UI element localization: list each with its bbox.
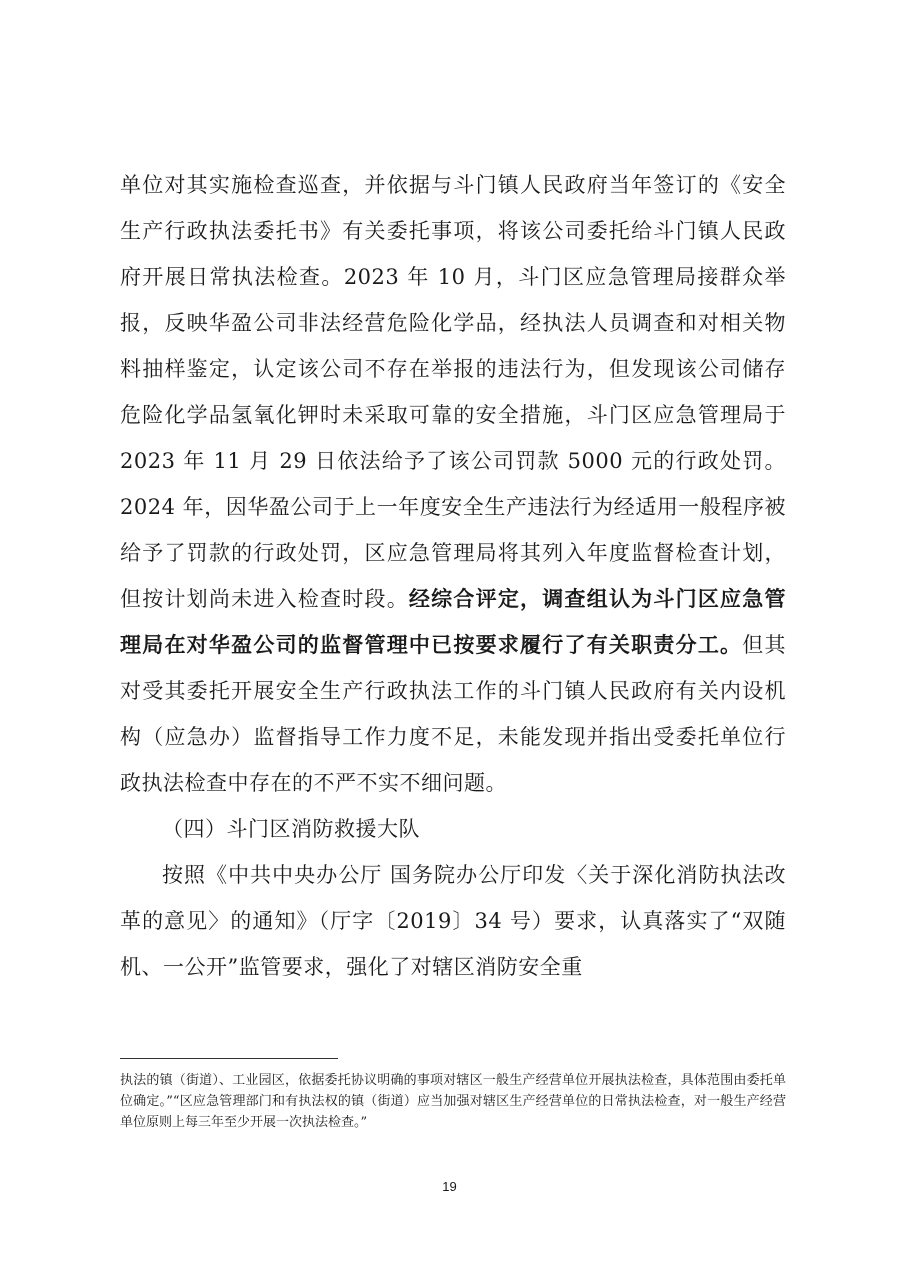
footnote: 执法的镇（街道）、工业园区，依据委托协议明确的事项对辖区一般生产经营单位开展执法检查，具体范围由委托单位确定。”“区应急管理部门和有执法权的镇（街道）应当加强对辖区生产经营单位的日常执法检查，对一般生产经营单位原则上每三年至少开展一次执法检查。” [120, 1073, 786, 1130]
body-text [120, 162, 786, 990]
paragraph-text-continued: 但其对受其委托开展安全生产行政执法工作的斗门镇人民政府有关内设机构（应急办）监督指导工作力度不足，未能发现并指出受委托单位行政执法检查中存在的不严不实不细问题。 [120, 633, 787, 795]
paragraph-fire-rescue: 按照《中共中央办公厅 国务院办公厅印发〈关于深化消防执法改革的意见〉的通知》（厅字〔2019〕34 号）要求，认真落实了“双随机、一公开”监管要求，强化了对辖区消防安全重 [120, 863, 786, 979]
paragraph-huaying-supervision [120, 162, 786, 806]
paragraph-text: 单位对其实施检查巡查，并依据与斗门镇人民政府当年签订的《安全生产行政执法委托书》有关委托事项，将该公司委托给斗门镇人民政府开展日常执法检查。2023 年 10 月，斗门区应急管理局接群众举报，反映华盈公司非法经营危险化学品，经执法人员调查和对相关物料抽样鉴定，认定该公司不存在举报的违法行为，但发现该公司储存危险化学品氢氧化钾时未采取可靠的安全措施，斗门区应急管理局于 2023 年 11 月 29 日依法给予了该公司罚款 5000 元的行政处罚。2024 年，因华盈公司于上一年度安全生产违法行为经适用一般程序被给予了罚款的行政处罚，区应急管理局将其列入年度监督检查计划，但按计划尚未进入检查时段。 [120, 173, 786, 611]
bold-conclusion: 经综合评定，调查组认为斗门区应急管理局在对华盈公司的监督管理中已按要求履行了有关职责分工。 [120, 586, 787, 657]
footnote-divider [120, 1058, 338, 1059]
section-heading: （四）斗门区消防救援大队 [162, 817, 420, 841]
page-number: 19 [442, 1179, 457, 1194]
